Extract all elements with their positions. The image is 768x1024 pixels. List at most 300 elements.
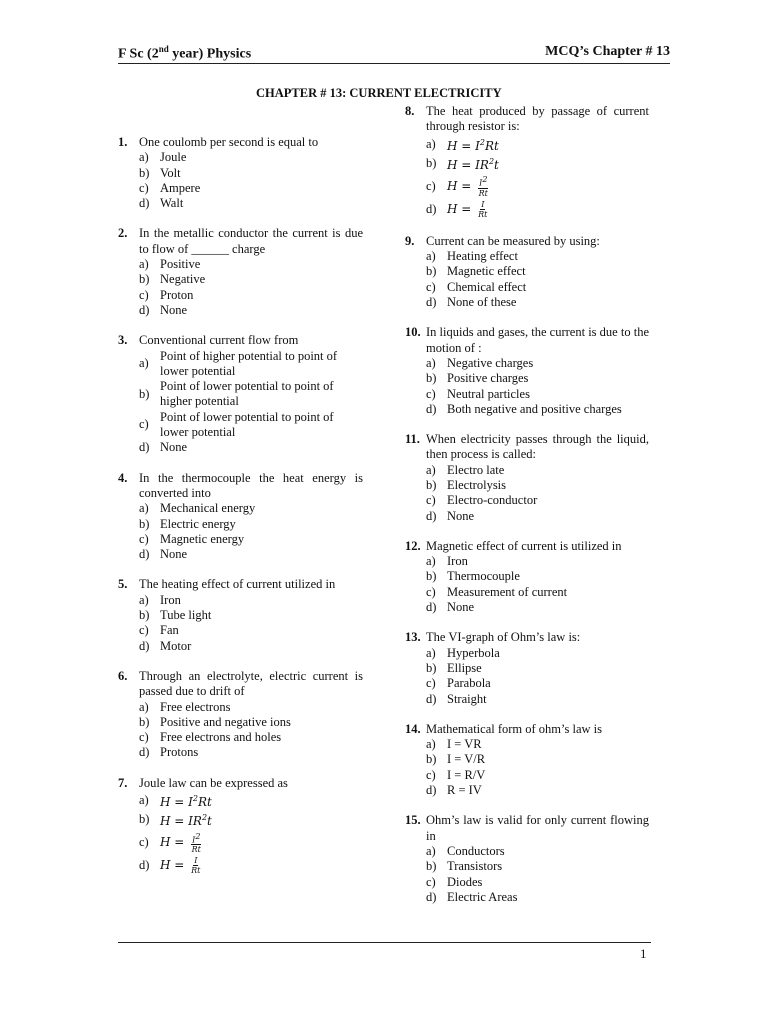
option-letter: d) bbox=[139, 638, 150, 653]
formula bbox=[160, 814, 212, 828]
option-letter: d) bbox=[426, 401, 437, 416]
option-letter: c) bbox=[426, 279, 436, 294]
answer-option bbox=[139, 832, 363, 855]
question-text: Conventional current flow from bbox=[139, 333, 299, 348]
answer-option bbox=[426, 752, 649, 767]
answer-option bbox=[426, 175, 649, 198]
question-line bbox=[118, 669, 363, 700]
header-course: F Sc (2nd year) Physics bbox=[118, 44, 252, 62]
option-text: None bbox=[160, 302, 188, 317]
question-number: 13. bbox=[405, 630, 421, 645]
option-letter: a) bbox=[139, 792, 149, 807]
option-text: Negative charges bbox=[447, 355, 534, 370]
question-number: 5. bbox=[118, 577, 128, 592]
question-item bbox=[118, 776, 363, 876]
option-letter: d) bbox=[139, 547, 150, 562]
option-letter: c) bbox=[426, 386, 436, 401]
option-text: Electro-conductor bbox=[447, 493, 538, 508]
option-text: Free electrons and holes bbox=[160, 730, 282, 745]
answer-option bbox=[139, 379, 363, 410]
option-letter: a) bbox=[139, 150, 149, 165]
option-text: Electric Areas bbox=[447, 889, 518, 904]
answer-option bbox=[139, 257, 363, 272]
option-text: Electro late bbox=[447, 462, 505, 477]
option-letter: a) bbox=[426, 136, 436, 151]
option-letter: a) bbox=[426, 645, 436, 660]
question-number: 2. bbox=[118, 226, 128, 241]
answer-option bbox=[426, 402, 649, 417]
option-text bbox=[447, 200, 649, 219]
option-letter: d) bbox=[426, 201, 437, 216]
question-number: 4. bbox=[118, 470, 128, 485]
option-text bbox=[160, 832, 363, 855]
answer-option bbox=[426, 356, 649, 371]
answer-option bbox=[139, 501, 363, 516]
formula-equals: = bbox=[170, 858, 189, 873]
question-text: The heat produced by passage of current through resistor is: bbox=[426, 104, 649, 134]
option-text: Electrolysis bbox=[447, 478, 507, 492]
option-text: Diodes bbox=[447, 874, 483, 889]
formula-equals: = bbox=[170, 814, 189, 829]
option-text: Neutral particles bbox=[447, 386, 530, 401]
question-item bbox=[405, 722, 649, 798]
question-text: The VI-graph of Ohm’s law is: bbox=[426, 630, 581, 645]
right-column bbox=[405, 104, 649, 920]
answer-option bbox=[426, 585, 649, 600]
option-letter: d) bbox=[139, 440, 150, 455]
answer-option bbox=[426, 569, 649, 584]
question-item bbox=[405, 813, 649, 905]
formula bbox=[160, 831, 201, 855]
option-text: Straight bbox=[447, 691, 487, 706]
option-letter: c) bbox=[426, 584, 436, 599]
formula-exponent: 2 bbox=[488, 156, 495, 166]
option-text: Volt bbox=[160, 165, 181, 180]
option-text: Parabola bbox=[447, 676, 491, 691]
formula bbox=[447, 158, 499, 172]
formula-symbol: I bbox=[479, 178, 483, 188]
answer-option bbox=[139, 196, 363, 211]
option-text: Tube light bbox=[160, 608, 212, 623]
question-line bbox=[118, 471, 363, 502]
option-text: R = IV bbox=[447, 783, 482, 798]
question-line bbox=[118, 333, 363, 348]
option-letter: a) bbox=[426, 554, 436, 569]
option-letter: b) bbox=[139, 386, 150, 401]
question-number: 10. bbox=[405, 325, 421, 340]
question-number: 15. bbox=[405, 813, 421, 828]
option-text: Free electrons bbox=[160, 699, 231, 714]
answer-option bbox=[426, 859, 649, 874]
question-text: When electricity passes through the liquid, then process is called: bbox=[426, 432, 649, 462]
option-letter: c) bbox=[426, 767, 436, 782]
formula-exponent: 2 bbox=[479, 137, 485, 147]
option-letter: a) bbox=[426, 843, 436, 858]
formula-fraction bbox=[478, 175, 488, 198]
answer-option bbox=[426, 387, 649, 402]
answer-option bbox=[139, 181, 363, 196]
question-number: 11. bbox=[405, 432, 420, 447]
formula bbox=[447, 175, 488, 198]
option-text: None bbox=[447, 600, 475, 615]
question-line bbox=[118, 226, 363, 257]
question-item bbox=[405, 630, 649, 706]
answer-option bbox=[139, 715, 363, 730]
option-letter: b) bbox=[426, 264, 437, 279]
option-text: Protons bbox=[160, 745, 199, 760]
formula-fraction bbox=[191, 832, 201, 855]
answer-option bbox=[139, 791, 363, 810]
option-text: Magnetic energy bbox=[160, 531, 245, 546]
question-line bbox=[405, 722, 649, 737]
option-text bbox=[447, 175, 649, 198]
option-letter: b) bbox=[426, 155, 437, 170]
option-letter: c) bbox=[139, 531, 149, 546]
option-letter: b) bbox=[426, 660, 437, 675]
formula-symbol: H bbox=[160, 814, 171, 829]
answer-option bbox=[139, 303, 363, 318]
option-text: Positive and negative ions bbox=[160, 714, 291, 729]
option-letter: a) bbox=[139, 356, 149, 371]
question-item bbox=[405, 325, 649, 417]
option-text: Hyperbola bbox=[447, 645, 500, 660]
option-letter: a) bbox=[139, 592, 149, 607]
question-line bbox=[405, 234, 649, 249]
answer-option bbox=[139, 517, 363, 532]
question-item bbox=[118, 135, 363, 211]
question-text: In the thermocouple the heat energy is converted into bbox=[139, 470, 363, 500]
question-number: 6. bbox=[118, 668, 128, 683]
question-number: 9. bbox=[405, 233, 415, 248]
option-letter: c) bbox=[426, 493, 436, 508]
fraction-denominator: Rt bbox=[478, 188, 488, 198]
formula-symbol: IR bbox=[188, 814, 202, 829]
formula-exponent: 2 bbox=[195, 831, 201, 841]
option-letter: b) bbox=[139, 608, 150, 623]
answer-option bbox=[139, 166, 363, 181]
option-text: I = VR bbox=[447, 737, 482, 752]
option-letter: c) bbox=[139, 417, 149, 432]
option-letter: c) bbox=[139, 730, 149, 745]
question-item bbox=[405, 234, 649, 310]
question-item bbox=[118, 226, 363, 318]
answer-option bbox=[139, 745, 363, 760]
option-letter: b) bbox=[426, 859, 437, 874]
option-text: Thermocouple bbox=[447, 569, 520, 584]
option-text: Transistors bbox=[447, 859, 503, 874]
option-text: Joule bbox=[160, 150, 187, 165]
formula-symbol: H bbox=[447, 138, 458, 153]
option-text: I = V/R bbox=[447, 752, 486, 767]
formula-equals: = bbox=[457, 179, 476, 194]
option-letter: d) bbox=[426, 783, 437, 798]
answer-option bbox=[426, 600, 649, 615]
option-text: None bbox=[160, 547, 188, 562]
option-text: Conductors bbox=[447, 843, 505, 858]
answer-option bbox=[426, 844, 649, 859]
question-text: Mathematical form of ohm’s law is bbox=[426, 721, 603, 736]
option-text: Negative bbox=[160, 272, 206, 287]
option-letter: d) bbox=[426, 889, 437, 904]
fraction-denominator: Rt bbox=[191, 866, 201, 876]
option-letter: b) bbox=[426, 569, 437, 584]
option-letter: b) bbox=[139, 272, 150, 287]
option-letter: b) bbox=[139, 165, 150, 180]
page-header bbox=[118, 44, 670, 64]
answer-option bbox=[426, 768, 649, 783]
answer-option bbox=[426, 135, 649, 154]
answer-option bbox=[139, 410, 363, 441]
fraction-numerator bbox=[191, 832, 201, 846]
option-text bbox=[160, 810, 363, 829]
answer-option bbox=[426, 493, 649, 508]
option-text: Heating effect bbox=[447, 249, 518, 264]
option-letter: c) bbox=[426, 874, 436, 889]
formula-symbol: t bbox=[207, 814, 212, 829]
question-line bbox=[118, 135, 363, 150]
question-item bbox=[405, 432, 649, 524]
answer-option bbox=[426, 676, 649, 691]
formula-exponent: 2 bbox=[201, 813, 208, 823]
question-text: Joule law can be expressed as bbox=[139, 775, 288, 790]
option-letter: a) bbox=[426, 249, 436, 264]
question-number: 3. bbox=[118, 333, 128, 348]
option-letter: d) bbox=[426, 295, 437, 310]
option-text bbox=[447, 135, 649, 154]
question-item bbox=[118, 669, 363, 761]
formula-equals: = bbox=[170, 835, 189, 850]
formula bbox=[447, 199, 488, 219]
option-text bbox=[160, 856, 363, 875]
answer-option bbox=[139, 608, 363, 623]
option-text: Proton bbox=[160, 287, 194, 302]
question-item bbox=[405, 539, 649, 615]
formula bbox=[447, 139, 499, 153]
header-divider bbox=[118, 63, 670, 64]
answer-option bbox=[139, 856, 363, 875]
formula bbox=[160, 795, 212, 809]
question-number: 7. bbox=[118, 775, 128, 790]
formula-symbol: H bbox=[447, 157, 458, 172]
question-line bbox=[405, 813, 649, 844]
option-text: I = R/V bbox=[447, 767, 486, 782]
question-item bbox=[118, 333, 363, 455]
answer-option bbox=[426, 692, 649, 707]
option-text: Measurement of current bbox=[447, 584, 568, 599]
formula-symbol: I bbox=[188, 794, 193, 809]
option-letter: b) bbox=[426, 371, 437, 386]
option-text bbox=[447, 154, 649, 173]
formula-symbol: Rt bbox=[198, 794, 212, 809]
answer-option bbox=[139, 623, 363, 638]
question-number: 8. bbox=[405, 104, 415, 118]
answer-option bbox=[139, 700, 363, 715]
answer-option bbox=[139, 730, 363, 745]
question-number: 1. bbox=[118, 135, 128, 149]
question-text: Magnetic effect of current is utilized in bbox=[426, 538, 622, 553]
question-item bbox=[118, 577, 363, 653]
formula-symbol: H bbox=[447, 201, 458, 216]
question-text: In the metallic conductor the current is due to flow of ______ charge bbox=[139, 226, 363, 256]
question-number: 12. bbox=[405, 538, 421, 553]
formula-equals: = bbox=[170, 794, 189, 809]
fraction-denominator: Rt bbox=[191, 845, 201, 855]
formula-fraction bbox=[191, 856, 200, 875]
question-text: Ohm’s law is valid for only current flowing in bbox=[426, 813, 649, 843]
answer-option bbox=[139, 150, 363, 165]
answer-option bbox=[139, 639, 363, 654]
answer-option bbox=[426, 661, 649, 676]
question-line bbox=[118, 577, 363, 592]
option-letter: c) bbox=[426, 178, 436, 193]
option-letter: c) bbox=[426, 676, 436, 691]
option-letter: a) bbox=[139, 257, 149, 272]
question-line bbox=[405, 104, 649, 135]
fraction-denominator: Rt bbox=[478, 209, 488, 219]
option-letter: b) bbox=[426, 478, 437, 492]
question-line bbox=[405, 325, 649, 356]
option-text: Ampere bbox=[160, 180, 201, 195]
option-letter: d) bbox=[426, 508, 437, 523]
answer-option bbox=[139, 288, 363, 303]
option-text: Positive bbox=[160, 257, 201, 272]
answer-option bbox=[426, 264, 649, 279]
formula-symbol: I bbox=[194, 856, 198, 866]
option-letter: d) bbox=[139, 302, 150, 317]
answer-option bbox=[139, 272, 363, 287]
answer-option bbox=[426, 280, 649, 295]
option-letter: a) bbox=[139, 699, 149, 714]
answer-option bbox=[426, 875, 649, 890]
formula-equals: = bbox=[457, 157, 476, 172]
answer-option bbox=[426, 371, 649, 386]
option-text: Iron bbox=[447, 554, 468, 569]
option-letter: c) bbox=[139, 835, 149, 850]
option-text: Positive charges bbox=[447, 371, 529, 386]
answer-option bbox=[139, 810, 363, 829]
question-line bbox=[405, 539, 649, 554]
answer-option bbox=[426, 646, 649, 661]
question-text: One coulomb per second is equal to bbox=[139, 135, 319, 149]
left-column bbox=[118, 135, 363, 890]
option-letter: a) bbox=[426, 462, 436, 477]
option-text: Point of lower potential to point of higher potential bbox=[160, 379, 334, 409]
answer-option bbox=[139, 440, 363, 455]
answer-option bbox=[426, 295, 649, 310]
question-text: Through an electrolyte, electric current is passed due to drift of bbox=[139, 668, 363, 699]
formula-symbol: IR bbox=[475, 157, 489, 172]
option-text: Electric energy bbox=[160, 516, 236, 531]
option-letter: b) bbox=[426, 752, 437, 767]
option-text: Ellipse bbox=[447, 660, 482, 675]
fraction-numerator bbox=[193, 856, 198, 866]
formula-fraction bbox=[478, 200, 487, 219]
header-chapter: MCQ’s Chapter # 13 bbox=[545, 44, 670, 59]
answer-option bbox=[139, 532, 363, 547]
option-text: None of these bbox=[447, 295, 517, 310]
footer-divider bbox=[118, 942, 651, 943]
formula-symbol: I bbox=[192, 835, 196, 845]
option-letter: d) bbox=[139, 858, 150, 873]
question-line bbox=[405, 630, 649, 645]
answer-option bbox=[426, 890, 649, 905]
formula-symbol: H bbox=[160, 835, 171, 850]
question-text: Current can be measured by using: bbox=[426, 233, 600, 248]
option-text: Magnetic effect bbox=[447, 264, 526, 279]
formula-symbol: H bbox=[447, 179, 458, 194]
option-letter: c) bbox=[139, 623, 149, 638]
answer-option bbox=[426, 463, 649, 478]
option-text: Iron bbox=[160, 592, 181, 607]
option-text: Chemical effect bbox=[447, 279, 527, 294]
formula-equals: = bbox=[457, 138, 476, 153]
question-text: In liquids and gases, the current is due to the motion of : bbox=[426, 325, 649, 355]
formula-exponent: 2 bbox=[192, 793, 198, 803]
option-letter: b) bbox=[139, 714, 150, 729]
formula-equals: = bbox=[457, 201, 476, 216]
option-letter: b) bbox=[139, 516, 150, 531]
option-letter: c) bbox=[139, 180, 149, 195]
answer-option bbox=[426, 249, 649, 264]
option-text: Motor bbox=[160, 638, 192, 653]
answer-option bbox=[426, 509, 649, 524]
question-line bbox=[118, 776, 363, 791]
option-text bbox=[160, 791, 363, 810]
chapter-title: CHAPTER # 13: CURRENT ELECTRICITY bbox=[256, 86, 502, 100]
option-text: None bbox=[447, 508, 475, 523]
option-letter: b) bbox=[139, 812, 150, 827]
answer-option bbox=[139, 547, 363, 562]
formula-symbol: H bbox=[160, 794, 171, 809]
formula-symbol: t bbox=[494, 157, 499, 172]
fraction-numerator bbox=[480, 200, 485, 210]
answer-option bbox=[426, 478, 649, 493]
option-text: Point of lower potential to point of lower potential bbox=[160, 409, 334, 440]
option-letter: d) bbox=[139, 196, 150, 211]
option-letter: a) bbox=[139, 501, 149, 516]
question-line bbox=[405, 432, 649, 463]
option-letter: c) bbox=[139, 287, 149, 302]
option-letter: a) bbox=[426, 355, 436, 370]
question-item bbox=[118, 471, 363, 563]
answer-option bbox=[426, 783, 649, 798]
question-item bbox=[405, 104, 649, 219]
formula-symbol: Rt bbox=[485, 138, 499, 153]
formula-exponent: 2 bbox=[482, 175, 488, 185]
option-letter: a) bbox=[426, 737, 436, 752]
option-text: Walt bbox=[160, 196, 184, 211]
option-text: Mechanical energy bbox=[160, 501, 256, 516]
option-letter: d) bbox=[139, 745, 150, 760]
answer-option bbox=[426, 200, 649, 219]
question-text: The heating effect of current utilized in bbox=[139, 577, 336, 592]
formula-symbol: I bbox=[481, 199, 485, 209]
fraction-numerator bbox=[478, 175, 488, 189]
answer-option bbox=[426, 737, 649, 752]
answer-option bbox=[426, 154, 649, 173]
option-text: Both negative and positive charges bbox=[447, 401, 622, 416]
answer-option bbox=[139, 593, 363, 608]
answer-option bbox=[426, 554, 649, 569]
answer-option bbox=[139, 349, 363, 380]
page-number: 1 bbox=[640, 946, 647, 961]
option-letter: d) bbox=[426, 600, 437, 615]
option-text: None bbox=[160, 440, 188, 455]
option-text: Point of higher potential to point of lower potential bbox=[160, 348, 338, 378]
question-number: 14. bbox=[405, 721, 421, 736]
option-letter: d) bbox=[426, 691, 437, 706]
formula-symbol: H bbox=[160, 858, 171, 873]
